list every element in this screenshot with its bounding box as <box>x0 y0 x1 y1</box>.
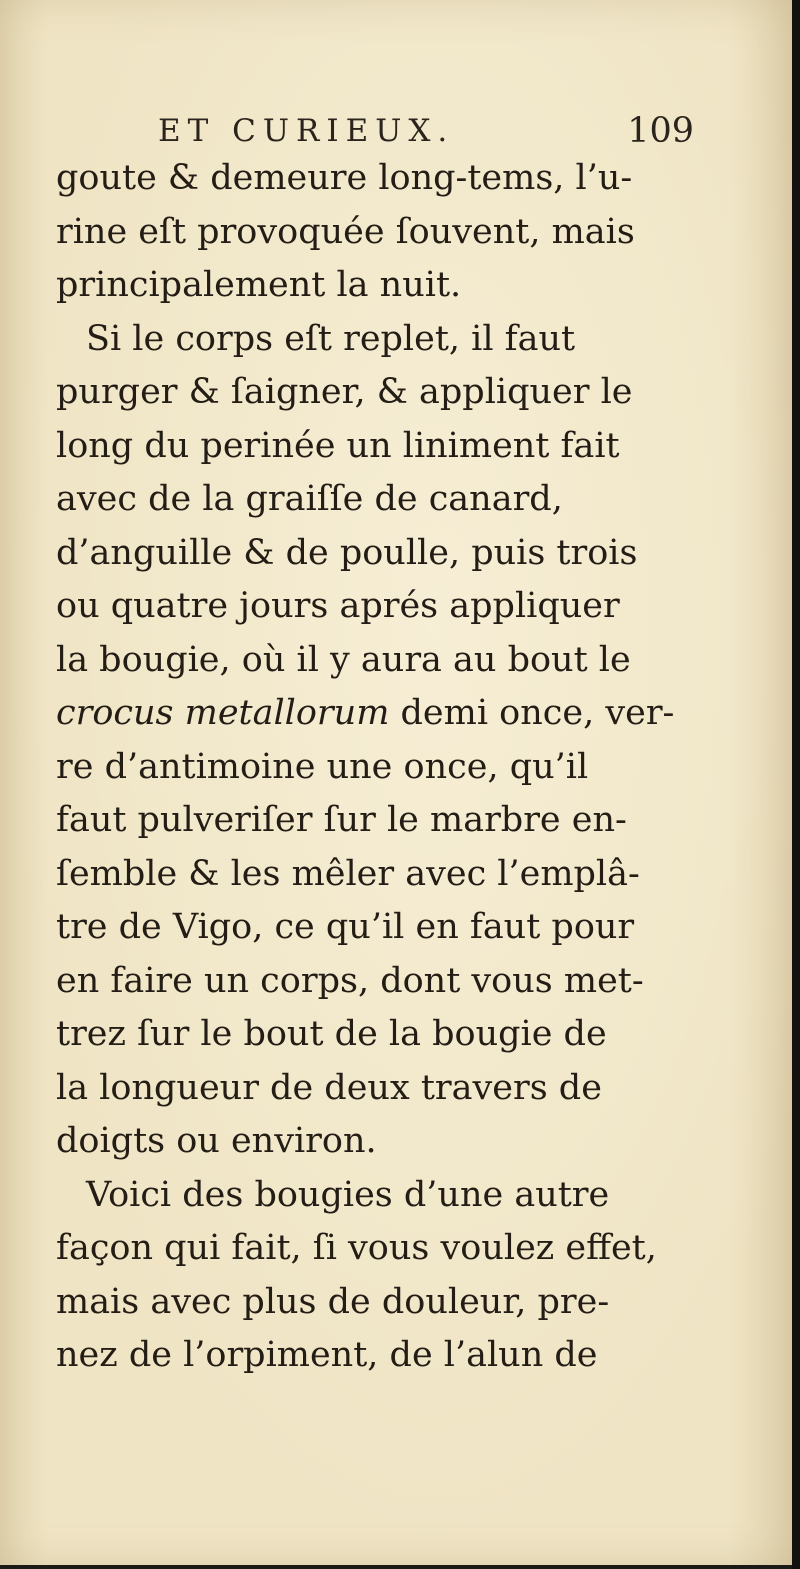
text-line: mais avec plus de douleur, pre- <box>56 1281 610 1322</box>
text-line: long du perinée un liniment fait <box>56 425 620 466</box>
text-line: ſemble & les mêler avec l’emplâ- <box>56 853 640 894</box>
text-line: doigts ou environ. <box>56 1121 377 1161</box>
text-line: façon qui fait, ſi vous voulez effet, <box>56 1228 657 1268</box>
page-header <box>158 108 694 154</box>
text-line: ou quatre jours aprés appliquer <box>56 586 620 626</box>
text-line: Si le corps eſt replet, il faut <box>86 318 576 359</box>
text-line <box>56 687 682 741</box>
text-line: nez de l’orpiment, de l’alun de <box>56 1335 598 1375</box>
scan-edge <box>792 0 800 1569</box>
text-line: avec de la graiſſe de canard, <box>56 479 563 519</box>
text-line: purger & ſaigner, & appliquer le <box>56 372 633 412</box>
text-line: trez ſur le bout de la bougie de <box>56 1014 607 1054</box>
text-line: rine eſt provoquée ſouvent, mais <box>56 211 635 252</box>
text-line-rest: demi once, ver- <box>400 693 675 733</box>
text-line: Voici des bougies d’une autre <box>86 1174 610 1215</box>
text-line: la longueur de deux travers de <box>56 1067 602 1108</box>
text-line: faut pulveriſer ſur le marbre en- <box>56 800 627 840</box>
text-line: d’anguille & de poulle, puis trois <box>56 532 638 573</box>
text-line: en faire un corps, dont vous met- <box>56 960 644 1001</box>
text-line: tre de Vigo, ce qu’il en faut pour <box>56 907 635 947</box>
running-head: ET CURIEUX. <box>158 113 455 149</box>
body-text <box>56 152 682 1383</box>
text-line: principalement la nuit. <box>56 265 462 305</box>
italic-term: crocus metallorum <box>56 693 390 733</box>
text-line: goute & demeure long-tems, l’u- <box>56 158 633 198</box>
text-line: la bougie, où il y aura au bout le <box>56 639 631 680</box>
text-line: re d’antimoine une once, qu’il <box>56 746 589 787</box>
page-number: 109 <box>627 111 694 151</box>
